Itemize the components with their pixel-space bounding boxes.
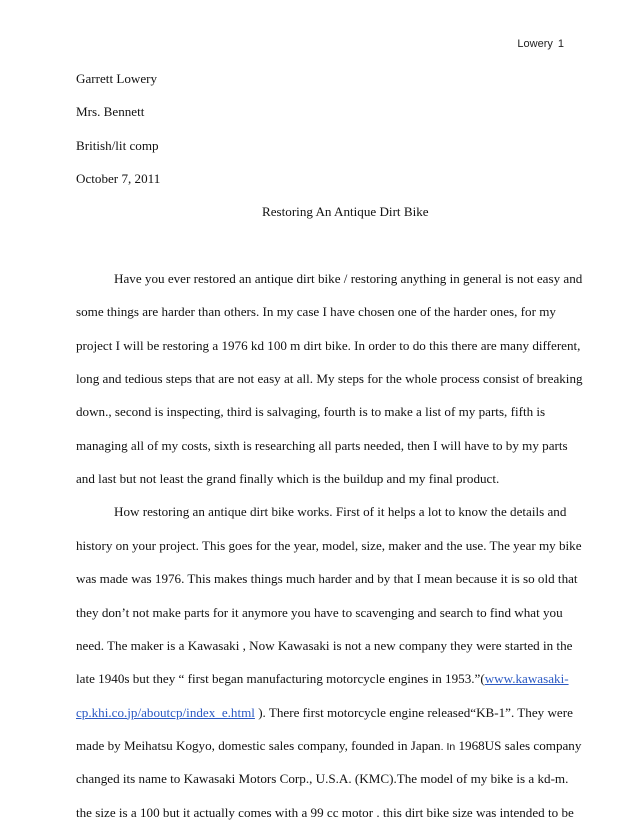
line-text: made by Meihatsu Kogyo, domestic sales company, founded in Japan — [76, 737, 441, 753]
paragraph-line: down., second is inspecting, third is salvaging, fourth is to make a list of my parts, fifth is — [76, 404, 546, 420]
paragraph-line — [76, 729, 582, 762]
paragraph-line: and last but not least the grand finally which is the buildup and my final product. — [76, 471, 500, 487]
essay-title: Restoring An Antique Dirt Bike — [262, 204, 429, 220]
paragraph-line: managing all of my costs, sixth is researching all parts needed, then I will have to by my parts — [76, 437, 568, 453]
paragraph-line: the size is a 100 but it actually comes with a 99 cc motor . this dirt bike size was intended to be — [76, 804, 574, 820]
header-page-number: 1 — [557, 38, 564, 50]
paragraph-1 — [76, 262, 583, 495]
kawasaki-link-continued[interactable]: cp.khi.co.jp/aboutcp/index_e.html — [76, 704, 255, 720]
paragraph-line: they don’t not make parts for it anymore you have to scavenging and search to find what you — [76, 604, 563, 620]
paragraph-line-with-link — [76, 662, 576, 695]
line-text: 1968US sales company — [455, 737, 582, 753]
kawasaki-link[interactable]: www.kawasaki- — [484, 671, 569, 687]
paragraph-line: How restoring an antique dirt bike works. First of it helps a lot to know the details and — [114, 504, 567, 520]
paragraph-line: some things are harder than others. In my case I have chosen one of the harder ones, for my — [76, 304, 556, 320]
paragraph-line: was made was 1976. This makes things much harder and by that I mean because it is so old that — [76, 571, 578, 587]
heading-teacher: Mrs. Bennett — [76, 104, 145, 120]
header-author: Lowery — [517, 38, 553, 50]
paragraph-line: project I will be restoring a 1976 kd 100 m dirt bike. In order to do this there are many different, — [76, 337, 581, 353]
document-body — [76, 62, 583, 829]
paragraph-line: long and tedious steps that are not easy at all. My steps for the whole process consist of breaking — [76, 371, 583, 387]
heading-name: Garrett Lowery — [76, 71, 158, 86]
paragraph-2 — [76, 495, 582, 828]
line-text-small: . In — [440, 740, 456, 753]
line-text: late 1940s but they “ first began manufacturing motorcycle engines in 1953.”( — [76, 671, 485, 687]
paragraph-line-with-link — [76, 696, 576, 729]
line-text: ). There first motorcycle engine released“KB-1”. They were — [254, 704, 573, 720]
paragraph-line: Have you ever restored an antique dirt bike / restoring anything in general is not easy and — [114, 271, 583, 287]
heading-date: October 7, 2011 — [76, 171, 161, 187]
paragraph-line: need. The maker is a Kawasaki , Now Kawasaki is not a new company they were started in the — [76, 637, 573, 653]
page-header — [517, 38, 564, 50]
heading-course: British/lit comp — [76, 137, 159, 153]
paragraph-line: changed its name to Kawasaki Motors Corp., U.S.A. (KMC).The model of my bike is a kd-m. — [76, 771, 569, 787]
paragraph-line: history on your project. This goes for the year, model, size, maker and the use. The year my bike — [76, 537, 582, 553]
blank-line — [76, 229, 576, 262]
